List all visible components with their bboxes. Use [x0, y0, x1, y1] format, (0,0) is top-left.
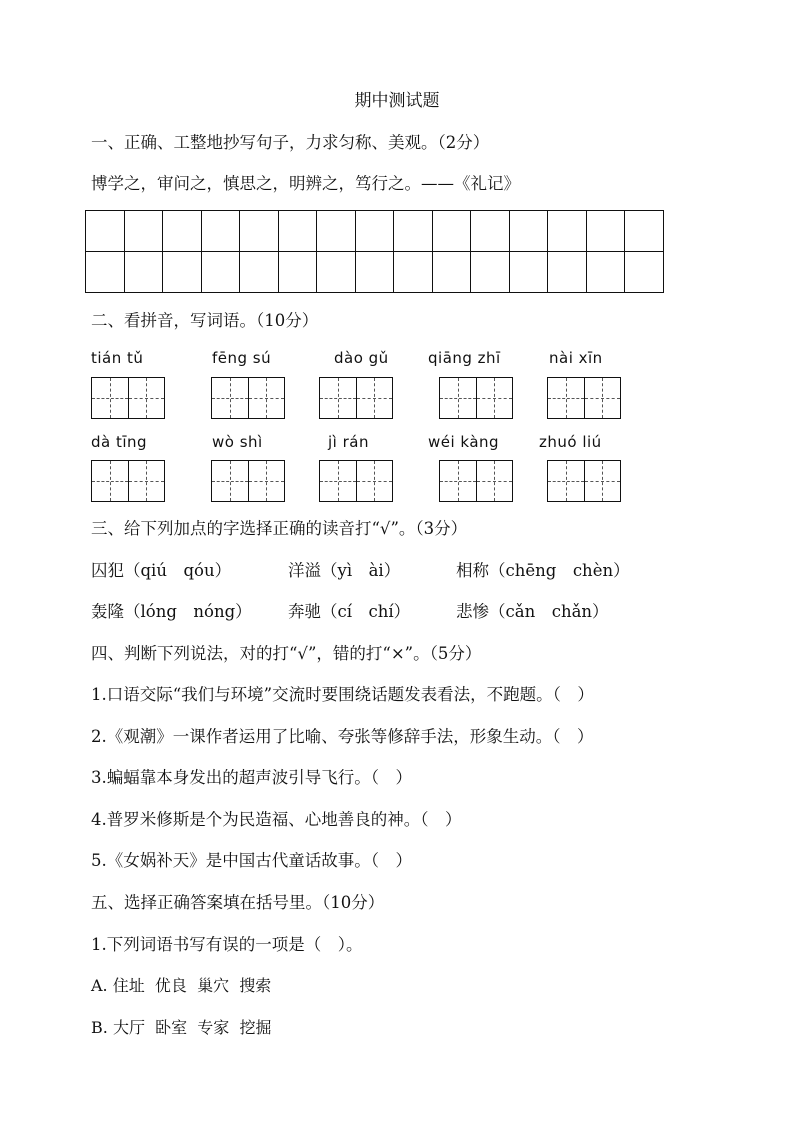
judgement-item[interactable]: 4.普罗米修斯是个为民造福、心地善良的神。（ ）: [91, 810, 462, 829]
pronunciation-item[interactable]: 洋溢（yì ài）: [288, 561, 401, 580]
writing-box[interactable]: [91, 460, 165, 502]
copy-writing-grid[interactable]: [85, 210, 664, 293]
pinyin-label: dà tīng: [91, 433, 148, 451]
writing-box[interactable]: [91, 377, 165, 419]
option-text: 住址 优良 巢穴 搜索: [112, 976, 272, 995]
option-letter: A.: [91, 976, 108, 995]
judgement-item[interactable]: 1.口语交际“我们与环境”交流时要围绕话题发表看法，不跑题。（ ）: [91, 685, 594, 704]
writing-box[interactable]: [439, 460, 513, 502]
pronunciation-item[interactable]: 奔驰（cí chí）: [288, 602, 411, 621]
option-letter: B.: [91, 1018, 108, 1037]
section-2-heading: 二、看拼音，写词语。（10分）: [91, 311, 319, 330]
writing-box[interactable]: [319, 460, 393, 502]
pinyin-label: wéi kàng: [428, 433, 500, 451]
pinyin-label: qiāng zhī: [428, 349, 501, 367]
pronunciation-item[interactable]: 囚犯（qiú qóu）: [91, 561, 232, 580]
writing-box[interactable]: [211, 377, 285, 419]
section-4-heading: 四、判断下列说法，对的打“√”，错的打“×”。（5分）: [91, 644, 482, 663]
grid-row: [86, 211, 664, 252]
pinyin-label: zhuó liú: [539, 433, 602, 451]
writing-box[interactable]: [319, 377, 393, 419]
writing-box[interactable]: [439, 377, 513, 419]
pinyin-label: fēng sú: [212, 349, 272, 367]
pinyin-label: jì rán: [328, 433, 369, 451]
option-text: 大厅 卧室 专家 挖掘: [112, 1018, 272, 1037]
pronunciation-item[interactable]: 轰隆（lóng nóng）: [91, 602, 252, 621]
pronunciation-item[interactable]: 相称（chēng chèn）: [456, 561, 630, 580]
writing-box[interactable]: [211, 460, 285, 502]
section-1-heading: 一、正确、工整地抄写句子，力求匀称、美观。（2分）: [91, 133, 490, 152]
option-b[interactable]: [91, 1015, 271, 1038]
page-title: 期中测试题: [354, 91, 440, 111]
question-1: 1.下列词语书写有误的一项是（ ）。: [91, 935, 363, 954]
pinyin-label: nài xīn: [549, 349, 603, 367]
section-3-heading: 三、给下列加点的字选择正确的读音打“√”。（3分）: [91, 519, 468, 538]
pronunciation-item[interactable]: 悲惨（cǎn chǎn）: [456, 602, 609, 621]
judgement-item[interactable]: 3.蝙蝠靠本身发出的超声波引导飞行。（ ）: [91, 768, 412, 787]
writing-box[interactable]: [547, 377, 621, 419]
pinyin-label: wò shì: [212, 433, 263, 451]
pinyin-label: tián tǔ: [91, 349, 144, 367]
section-1-sentence: 博学之，审问之，慎思之，明辨之，笃行之。——《礼记》: [91, 174, 520, 193]
option-a[interactable]: [91, 973, 271, 996]
writing-box[interactable]: [547, 460, 621, 502]
grid-row: [86, 252, 664, 293]
section-5-heading: 五、选择正确答案填在括号里。（10分）: [91, 893, 385, 912]
judgement-item[interactable]: 2.《观潮》一课作者运用了比喻、夸张等修辞手法，形象生动。（ ）: [91, 727, 594, 746]
judgement-item[interactable]: 5.《女娲补天》是中国古代童话故事。（ ）: [91, 851, 412, 870]
pinyin-label: dào gǔ: [334, 349, 389, 367]
